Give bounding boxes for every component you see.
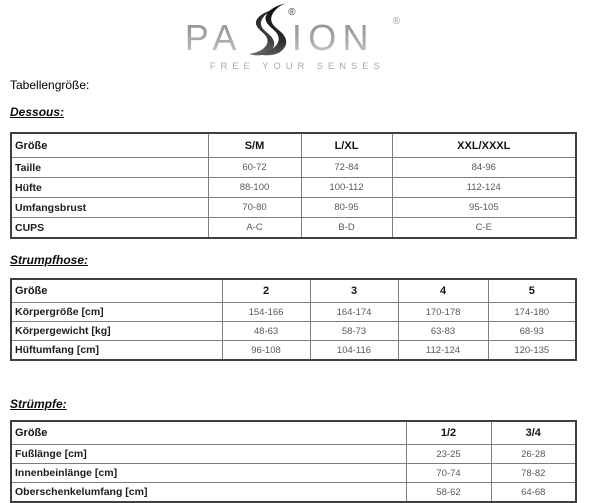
- cell-value: 112-124: [392, 178, 576, 198]
- table-row: [11, 341, 576, 361]
- section-title: Dessous:: [10, 105, 65, 119]
- header-row: [11, 279, 576, 303]
- col-header: 5: [488, 279, 576, 303]
- col-header: S/M: [208, 133, 301, 158]
- table-row: [11, 464, 576, 483]
- size-table: [10, 132, 577, 239]
- cell-value: A-C: [208, 218, 301, 239]
- col-header: 2: [222, 279, 310, 303]
- row-label: CUPS: [11, 218, 208, 239]
- cell-value: 23-25: [406, 445, 491, 464]
- cell-value: 70-80: [208, 198, 301, 218]
- flame-icon: [249, 3, 286, 55]
- table-row: [11, 158, 576, 178]
- cell-value: 96-108: [222, 341, 310, 361]
- col-header: XXL/XXXL: [392, 133, 576, 158]
- cell-value: 154-166: [222, 303, 310, 322]
- table-row: [11, 445, 576, 464]
- cell-value: 60-72: [208, 158, 301, 178]
- cell-value: 112-124: [398, 341, 488, 361]
- col-header: 3: [310, 279, 398, 303]
- cell-value: 48-63: [222, 322, 310, 341]
- table-row: [11, 322, 576, 341]
- row-label: Hüftumfang [cm]: [11, 341, 222, 361]
- row-label: Körpergewicht [kg]: [11, 322, 222, 341]
- row-label: Taille: [11, 158, 208, 178]
- table-row: [11, 303, 576, 322]
- cell-value: 80-95: [301, 198, 392, 218]
- section-dessous: [10, 105, 577, 239]
- brand-text-right: ION: [291, 17, 375, 59]
- size-column-header: Größe: [11, 279, 222, 303]
- row-label: Fußlänge [cm]: [11, 445, 406, 464]
- cell-value: 170-178: [398, 303, 488, 322]
- row-label: Oberschenkelumfang [cm]: [11, 483, 406, 503]
- passion-logo-graphic: [174, 2, 426, 73]
- size-column-header: Größe: [11, 133, 208, 158]
- cell-value: 100-112: [301, 178, 392, 198]
- section-strmpfe: [10, 397, 577, 503]
- col-header: 4: [398, 279, 488, 303]
- cell-value: C-E: [392, 218, 576, 239]
- size-column-header: Größe: [11, 421, 406, 445]
- cell-value: 88-100: [208, 178, 301, 198]
- table-row: [11, 218, 576, 239]
- cell-value: 26-28: [491, 445, 576, 464]
- registered-mark-right: ®: [392, 15, 400, 27]
- cell-value: B-D: [301, 218, 392, 239]
- size-table: [10, 420, 577, 503]
- header-row: [11, 133, 576, 158]
- col-header: 1/2: [406, 421, 491, 445]
- cell-value: 84-96: [392, 158, 576, 178]
- table-row: [11, 178, 576, 198]
- cell-value: 72-84: [301, 158, 392, 178]
- size-table: [10, 278, 577, 361]
- cell-value: 78-82: [491, 464, 576, 483]
- brand-text-left: PA: [184, 17, 243, 59]
- table-row: [11, 198, 576, 218]
- cell-value: 104-116: [310, 341, 398, 361]
- row-label: Körpergröße [cm]: [11, 303, 222, 322]
- section-strumpfhose: [10, 253, 577, 361]
- section-title: Strümpfe:: [10, 397, 67, 411]
- row-label: Innenbeinlänge [cm]: [11, 464, 406, 483]
- table-row: [11, 483, 576, 503]
- brand-logo: [0, 2, 600, 73]
- col-header: 3/4: [491, 421, 576, 445]
- cell-value: 95-105: [392, 198, 576, 218]
- cell-value: 58-62: [406, 483, 491, 503]
- cell-value: 164-174: [310, 303, 398, 322]
- row-label: Hüfte: [11, 178, 208, 198]
- cell-value: 64-68: [491, 483, 576, 503]
- cell-value: 68-93: [488, 322, 576, 341]
- section-title: Strumpfhose:: [10, 253, 88, 267]
- col-header: L/XL: [301, 133, 392, 158]
- cell-value: 174-180: [488, 303, 576, 322]
- size-tables: [10, 105, 577, 503]
- row-label: Umfangsbrust: [11, 198, 208, 218]
- registered-mark-top: ®: [288, 6, 296, 18]
- header-row: [11, 421, 576, 445]
- cell-value: 120-135: [488, 341, 576, 361]
- cell-value: 63-83: [398, 322, 488, 341]
- cell-value: 58-73: [310, 322, 398, 341]
- cell-value: 70-74: [406, 464, 491, 483]
- brand-tagline: FREE YOUR SENSES: [209, 61, 385, 72]
- page-title: Tabellengröße:: [10, 78, 90, 92]
